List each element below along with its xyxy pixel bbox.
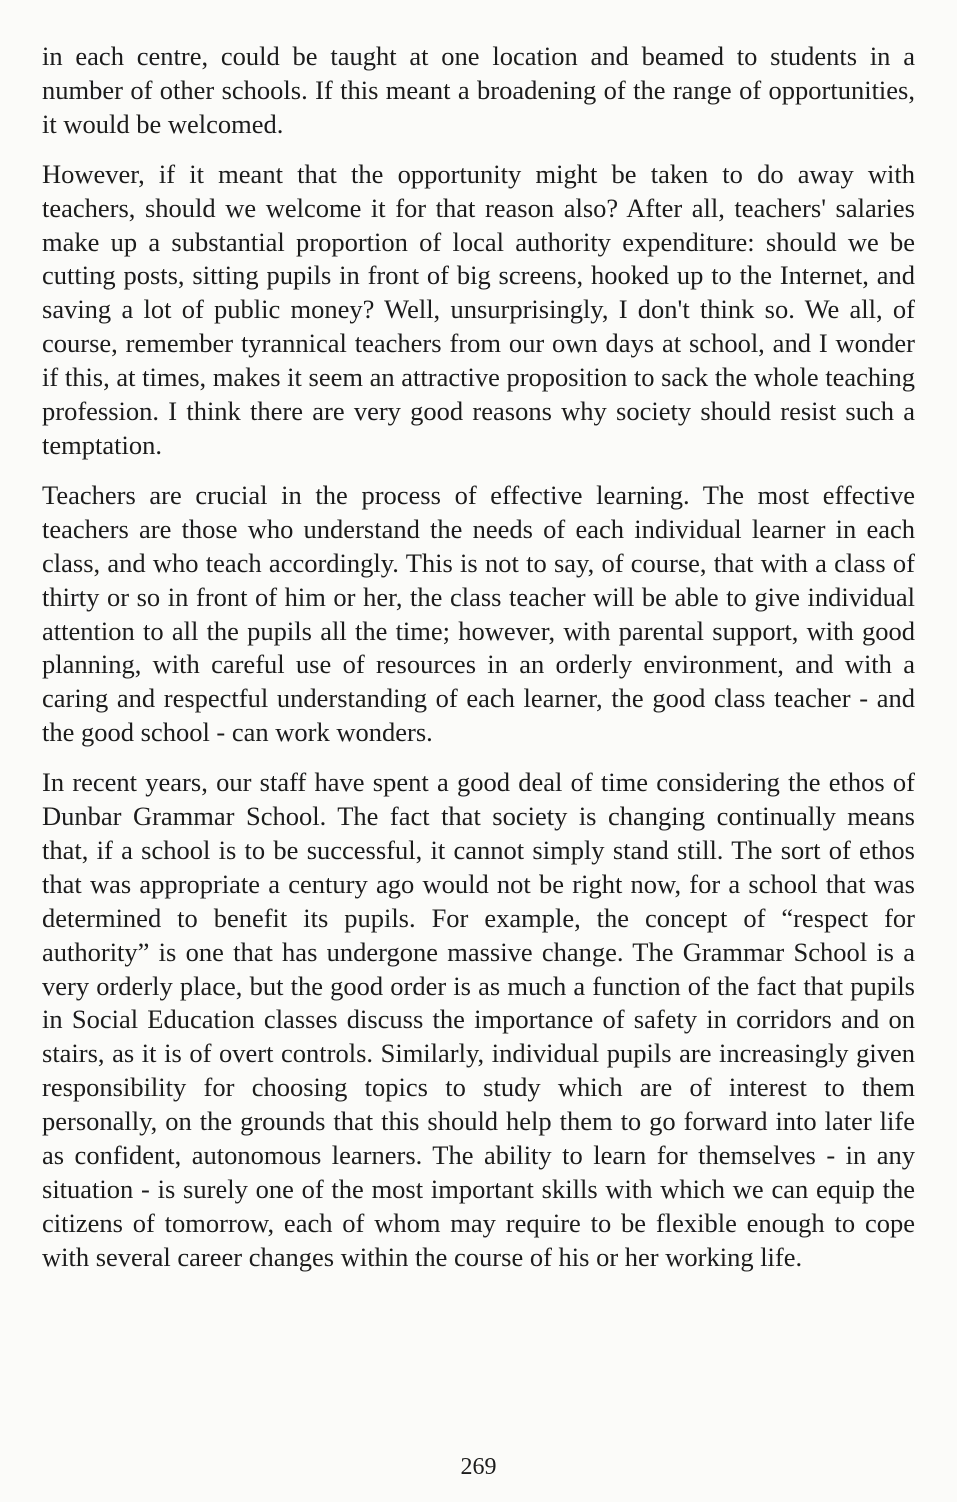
page-number: 269 xyxy=(460,1454,497,1480)
paragraph-3: Teachers are crucial in the process of effective learning. The most effective teachers are those who understand the needs of each individual learner in each class, and who teach accordingly. This is not to say, of course, that with a class of thirty or so in front of him or her, the class teacher will be able to give individual attention to all the pupils all the time; however, with parental support, with good planning, with careful use of resources in an orderly environment, and with a caring and respectful understanding of each learner, the good class teacher - and the good school - can work wonders. xyxy=(42,479,915,748)
paragraph-4: In recent years, our staff have spent a good deal of time considering the ethos of Dunbar Grammar School. The fact that society is changing continually means that, if a school is to be successful, it cannot simply stand still. The sort of ethos that was appropriate a century ago would not be right now, for a school that was determined to benefit its pupils. For example, the concept of “respect for authority” is one that has undergone massive change. The Grammar School is a very orderly place, but the good order is as much a function of the fact that pupils in Social Education classes discuss the importance of safety in corridors and on stairs, as it is of overt controls. Similarly, individual pupils are increasingly given responsibility for choosing topics to study which are of interest to them personally, on the grounds that this should help them to go forward into later life as confident, autonomous learners. The ability to learn for themselves - in any situation - is surely one of the most important skills with which we can equip the citizens of tomorrow, each of whom may require to be flexible enough to cope with several career changes within the course of his or her working life. xyxy=(42,767,915,1272)
paragraph-2: However, if it meant that the opportunity might be taken to do away with teachers, should we welcome it for that reason also? After all, teachers' salaries make up a substantial proportion of local authority expenditure: should we be cutting posts, sitting pupils in front of big screens, hooked up to the Internet, and saving a lot of public money? Well, unsurprisingly, I don't think so. We all, of course, remember tyrannical teachers from our own days at school, and I wonder if this, at times, makes it seem an attractive proposition to sack the whole teaching profession. I think there are very good reasons why society should resist such a temptation. xyxy=(42,158,915,460)
paragraph-1: in each centre, could be taught at one location and beamed to students in a number of other schools. If this meant a broadening of the range of opportunities, it would be welcomed. xyxy=(42,41,915,139)
